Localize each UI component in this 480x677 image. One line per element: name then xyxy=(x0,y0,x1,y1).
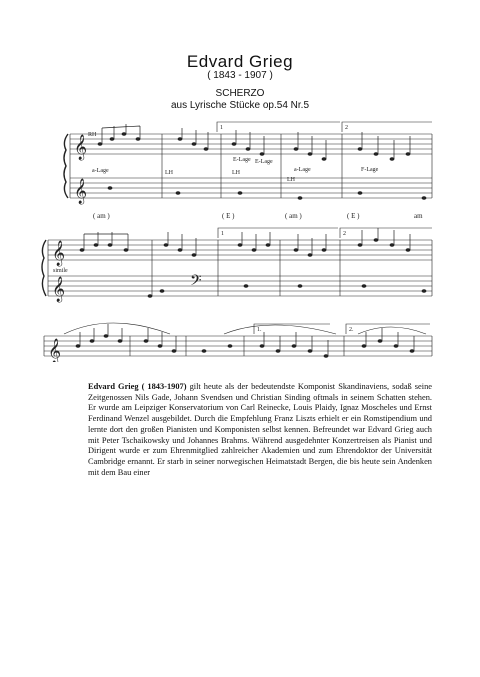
volta-label: 2 xyxy=(343,231,346,237)
composer-title: Edvard Grieg xyxy=(186,52,294,71)
position-label: F-Lage xyxy=(361,167,379,173)
biography-paragraph xyxy=(88,382,432,478)
piece-title: SCHERZO xyxy=(215,88,265,99)
position-label: a-Lage xyxy=(92,168,109,174)
piece-source: aus Lyrische Stücke op.54 Nr.5 xyxy=(170,100,310,111)
music-system-2 xyxy=(0,222,480,304)
svg-text:𝄢: 𝄢 xyxy=(190,272,202,292)
composer-years: ( 1843 - 1907 ) xyxy=(207,70,273,81)
svg-text:𝄞: 𝄞 xyxy=(74,178,88,203)
volta-label: 2. xyxy=(349,327,354,333)
hand-label: LH xyxy=(232,170,240,176)
chord-symbol: am xyxy=(414,212,423,220)
hand-label: LH xyxy=(165,170,173,176)
music-system-3 xyxy=(0,312,480,362)
expression-mark: simile xyxy=(53,268,68,274)
position-label: E-Lage xyxy=(233,157,251,163)
volta-label: 2 xyxy=(345,125,348,131)
chord-symbol: ( E ) xyxy=(222,212,235,220)
chord-symbol: ( am ) xyxy=(93,212,110,220)
volta-label: 1. xyxy=(257,327,262,333)
hand-label: LH xyxy=(287,177,295,183)
biography-text: gilt heute als der bedeutendste Komponist Skandinaviens, sodaß seine Zeitgenossen Nils Gade, Johann Svendsen und Christian Sinding oftmals in seinem Schatten stehen. Er wurde am Leipziger Konservatorium von Carl Reinecke, Louis Plaidy, Ignaz Moscheles und Ernst Ferdinand Wenzel ausgebildet. Durch die Empfehlung Franz Liszts erhielt er ein Romstipendium und lernte dort den großen Pianisten und Komponisten selbst kennen. Befreundet war Edvard Grieg auch mit Peter Tschaikowsky und Johannes Brahms. Während ausgedehnter Konzertreisen als Pianist und Dirigent wurde er zum Ehrenmitglied zahlreicher Akademien und zum Ehrendoktor der Universität Cambridge ernannt. Er starb in seiner norwegischen Heimatstadt Bergen, die bis heute sein Andenken mit dem Bau einer xyxy=(88,382,433,477)
chord-symbol: ( am ) xyxy=(285,212,302,220)
volta-label: 1 xyxy=(221,231,224,237)
volta-label: 1 xyxy=(220,125,223,131)
biography-name: Edvard Grieg ( 1843-1907) xyxy=(88,382,187,391)
svg-text:𝄞: 𝄞 xyxy=(52,276,66,301)
svg-text:𝄞: 𝄞 xyxy=(52,240,66,265)
svg-text:𝄞: 𝄞 xyxy=(48,338,62,362)
svg-text:𝄞: 𝄞 xyxy=(74,134,88,159)
music-system-1 xyxy=(0,118,480,222)
chord-symbol: ( E ) xyxy=(347,212,360,220)
position-label: a-Lage xyxy=(294,167,311,173)
position-label: E-Lage xyxy=(255,159,273,165)
hand-label: RH xyxy=(88,132,97,138)
